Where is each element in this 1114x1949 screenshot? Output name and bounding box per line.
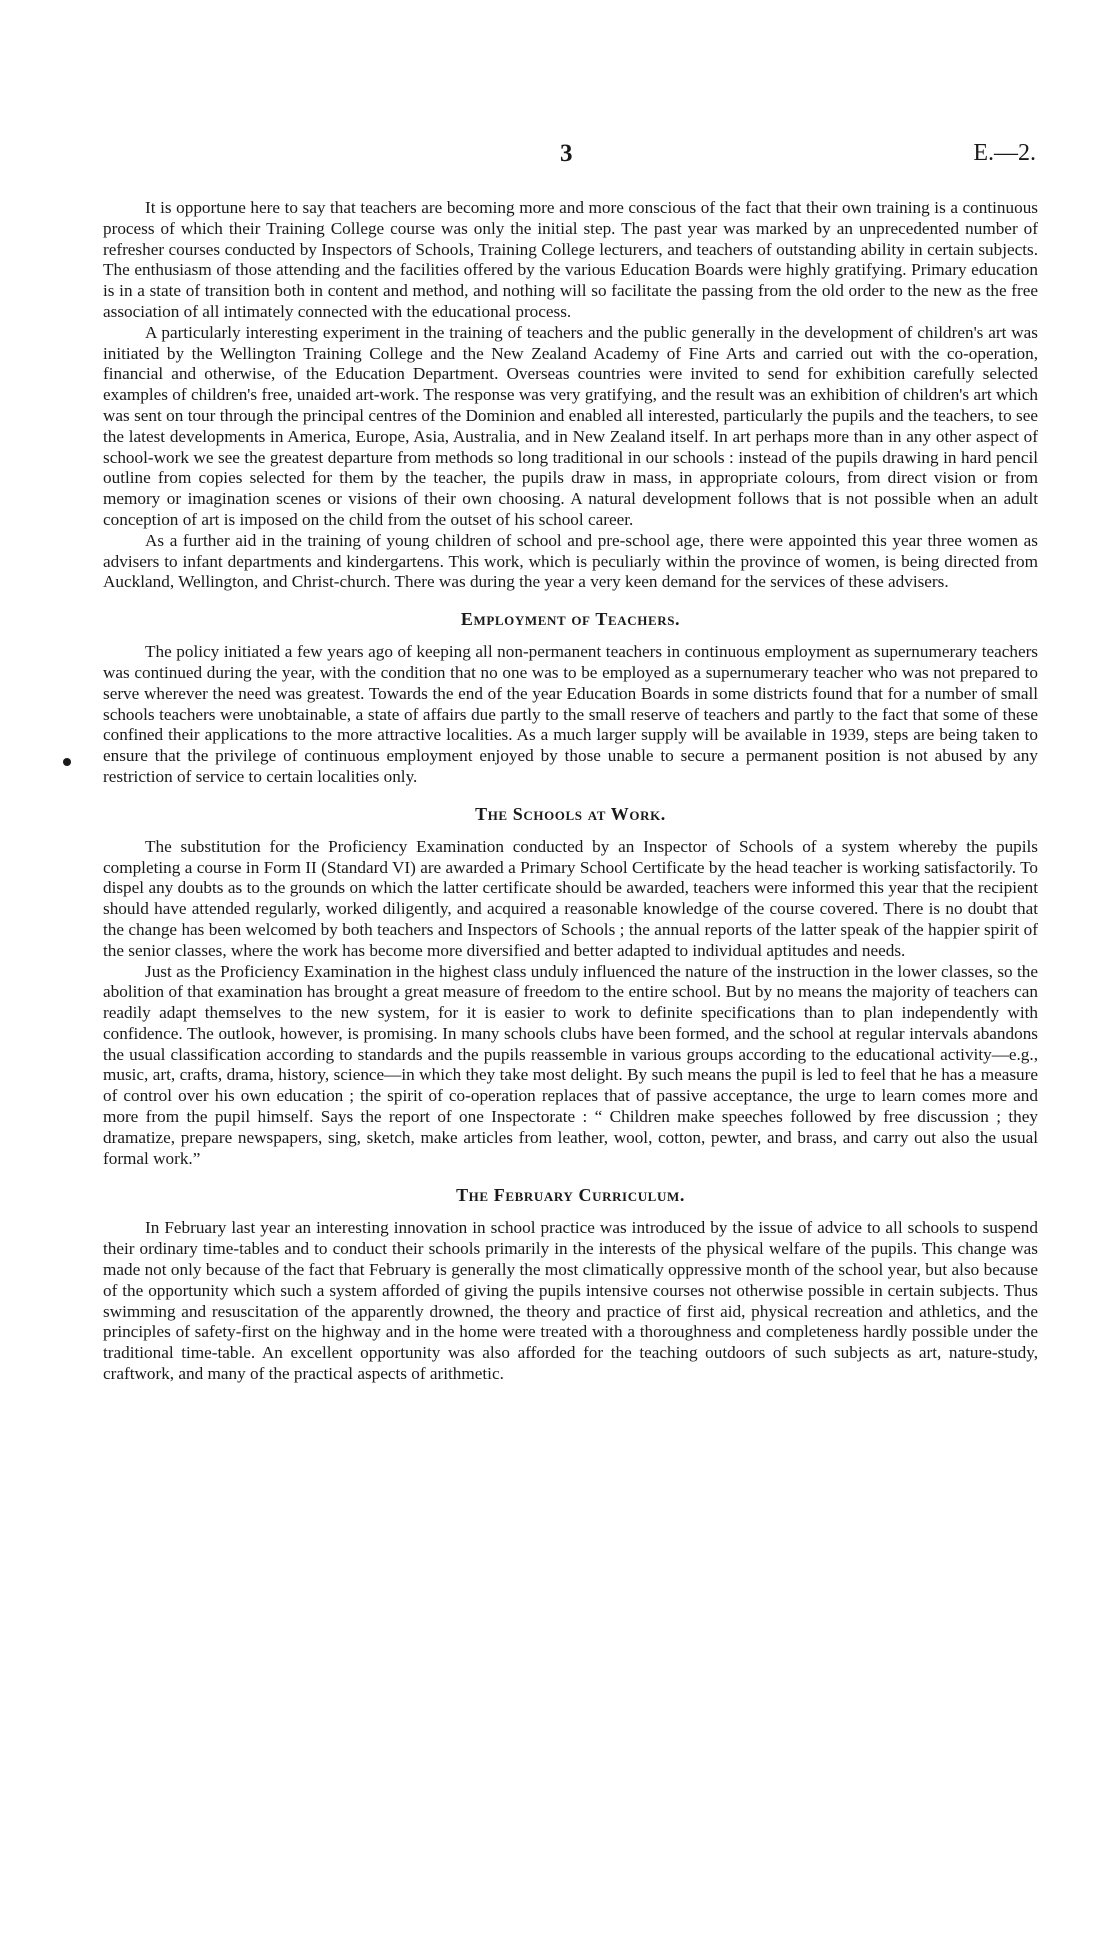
margin-dot-mark <box>63 758 71 766</box>
paragraph-infant-advisers: As a further aid in the training of young children of school and pre-school age, there were appointed this year three women as advisers to infant departments and kindergartens. This work, which is peculiarly within the province of women, is being directed from Auckland, Wellington, and Christ-church. There was during the year a very keen demand for the services of these advisers. <box>103 530 1038 592</box>
paragraph-school-freedom: Just as the Proficiency Examination in the highest class unduly influenced the nature of the instruction in the lower classes, so the abolition of that examination has brought a great measure of freedom to the entire school. But by no means the majority of teachers can readily adapt themselves to the new system, for it is easier to work to definite specifications than to plan independently with confidence. The outlook, however, is promising. In many schools clubs have been formed, and the school at regular intervals abandons the usual classification according to standards and the pupils reassemble in various groups according to the educational activity—e.g., music, art, crafts, drama, history, science—in which they take most delight. By such means the pupil is led to feel that he has a measure of control over his own education ; the spirit of co-operation replaces that of passive acceptance, the urge to learn comes more and more from the pupil himself. Says the report of one Inspectorate : “ Children make speeches followed by free discussion ; they dramatize, prepare newspapers, sing, sketch, make articles from leather, wool, cotton, pewter, and brass, and carry out also the usual formal work.” <box>103 961 1038 1168</box>
document-reference: E.—2. <box>973 140 1036 166</box>
section-heading-february-curriculum: The February Curriculum. <box>456 1185 685 1206</box>
section-heading-employment: Employment of Teachers. <box>460 609 681 630</box>
page-body <box>103 198 1038 1385</box>
page-header <box>0 140 1114 174</box>
paragraph-employment: The policy initiated a few years ago of keeping all non-permanent teachers in continuous employment as supernumerary teachers was continued during the year, with the condition that no one was to be employed as a supernumerary teacher who was not prepared to serve wherever the need was greatest. Towards the end of the year Education Boards in some districts found that for a number of small schools teachers were unobtainable, a state of affairs due partly to the small reserve of teachers and partly to the fact that some of these confined their applications to the more attractive localities. As a much larger supply will be available in 1939, steps are being taken to ensure that the privilege of continuous employment enjoyed by those unable to secure a permanent position is not abused by any restriction of service to certain localities only. <box>103 642 1038 786</box>
section-heading-schools-at-work: The Schools at Work. <box>475 803 666 824</box>
paragraph-teacher-training: It is opportune here to say that teachers are becoming more and more conscious of the fact that their own training is a continuous process of which their Training College course was only the initial step. The past year was marked by an unprecedented number of refresher courses conducted by Inspectors of Schools, Training College lecturers, and teachers of outstanding ability in certain subjects. The enthusiasm of those attending and the facilities offered by the various Education Boards were highly gratifying. Primary education is in a state of transition both in content and method, and nothing will so facilitate the passing from the old order to the new as the free association of all intimately connected with the educational process. <box>103 198 1038 321</box>
paragraph-february-curriculum: In February last year an interesting innovation in school practice was introduced by the issue of advice to all schools to suspend their ordinary time-tables and to conduct their schools primarily in the interests of the physical welfare of the pupils. This change was made not only because of the fact that February is generally the most climatically oppressive month of the school year, but also because of the opportunity which such a system afforded of giving the pupils intensive courses not otherwise possible in certain subjects. Thus swimming and resuscitation of the apparently drowned, the theory and practice of first aid, physical recreation and athletics, and the principles of safety-first on the highway and in the home were treated with a thoroughness and completeness hardly possible under the traditional time-table. An excellent opportunity was also afforded for the teaching outdoors of such subjects as art, nature-study, craftwork, and many of the practical aspects of arithmetic. <box>103 1218 1038 1384</box>
paragraph-childrens-art: A particularly interesting experiment in the training of teachers and the public generally in the development of children's art was initiated by the Wellington Training College and the New Zealand Academy of Fine Arts and carried out with the co-operation, financial and otherwise, of the Education Department. Overseas countries were invited to send for exhibition carefully selected examples of children's free, unaided art-work. The response was very gratifying, and the result was an exhibition of children's art which was sent on tour through the principal centres of the Dominion and enabled all interested, particularly the pupils and the teachers, to see the latest developments in America, Europe, Asia, Australia, and in New Zealand itself. In art perhaps more than in any other aspect of school-work we see the greatest departure from methods so long traditional in our schools : instead of the pupils drawing in hard pencil outline from copies selected for them by the teacher, the pupils draw in mass, in appropriate colours, from direct vision or from memory or imagination scenes or visions of their own choosing. A natural development follows that is not possible when an adult conception of art is imposed on the child from the outset of his school career. <box>103 322 1038 529</box>
page-number: 3 <box>560 140 573 167</box>
paragraph-proficiency-certificate: The substitution for the Proficiency Examination conducted by an Inspector of Schools of a system whereby the pupils completing a course in Form II (Standard VI) are awarded a Primary School Certificate by the head teacher is working satisfactorily. To dispel any doubts as to the grounds on which the latter certificate should be awarded, teachers were informed this year that the recipient should have attended regularly, worked diligently, and acquired a reasonable knowledge of the course covered. There is no doubt that the change has been welcomed by both teachers and Inspectors of Schools ; the annual reports of the latter speak of the happier spirit of the senior classes, where the work has become more diversified and better adapted to individual aptitudes and needs. <box>103 836 1038 960</box>
